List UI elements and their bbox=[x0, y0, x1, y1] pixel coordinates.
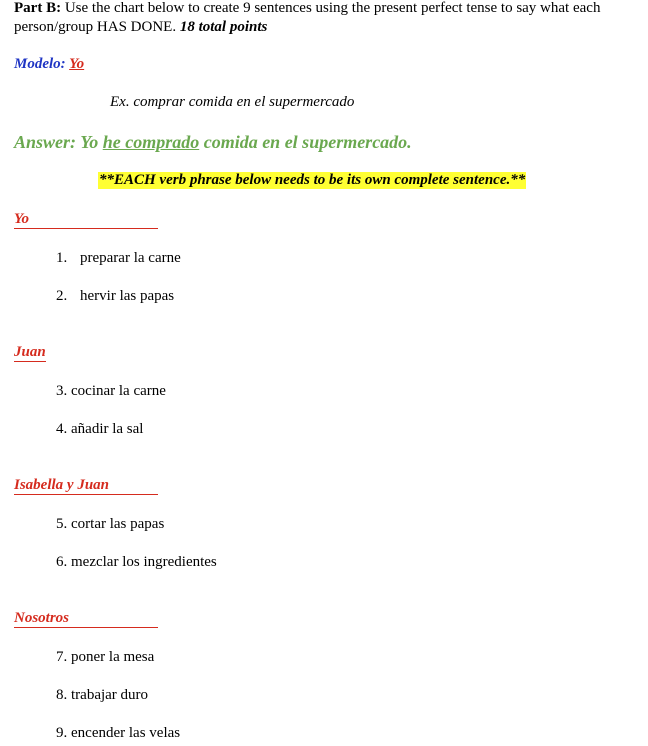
item-number: 1. bbox=[56, 250, 68, 266]
list-item: 5. cortar las papas bbox=[56, 516, 165, 532]
item-text: hervir las papas bbox=[80, 288, 175, 304]
list-item: 7. poner la mesa bbox=[56, 649, 155, 665]
part-label: Part B: bbox=[14, 0, 62, 16]
list-item: 8. trabajar duro bbox=[56, 687, 149, 703]
item-text: preparar la carne bbox=[80, 250, 181, 266]
example-phrase: Ex. comprar comida en el supermercado bbox=[110, 94, 355, 110]
list-item bbox=[56, 249, 181, 267]
answer-verb: he comprado bbox=[102, 132, 200, 152]
instructions-text: Use the chart below to create 9 sentences using the present perfect tense to say what each person/group HAS DONE. bbox=[14, 0, 601, 35]
group-label-yo: Yo bbox=[14, 210, 158, 229]
modelo-subject: Yo bbox=[69, 56, 85, 72]
instructions bbox=[14, 0, 634, 37]
list-item: 3. cocinar la carne bbox=[56, 383, 166, 399]
answer-rest: comida en el supermercado. bbox=[199, 132, 412, 152]
example-answer bbox=[14, 132, 412, 153]
group-label-nosotros: Nosotros bbox=[14, 609, 158, 628]
modelo-heading bbox=[14, 56, 84, 73]
list-item: 4. añadir la sal bbox=[56, 421, 144, 437]
total-points: 18 total points bbox=[179, 19, 268, 35]
list-item bbox=[56, 287, 174, 305]
group-label-isabella-y-juan: Isabella y Juan bbox=[14, 476, 158, 495]
list-item: 6. mezclar los ingredientes bbox=[56, 554, 217, 570]
group-label-juan: Juan bbox=[14, 344, 46, 360]
item-number: 2. bbox=[56, 288, 68, 304]
answer-prefix: Answer: Yo bbox=[14, 132, 103, 152]
modelo-label: Modelo: bbox=[14, 56, 66, 72]
highlight-note: **EACH verb phrase below needs to be its own complete sentence.** bbox=[99, 172, 526, 188]
list-item: 9. encender las velas bbox=[56, 725, 181, 741]
